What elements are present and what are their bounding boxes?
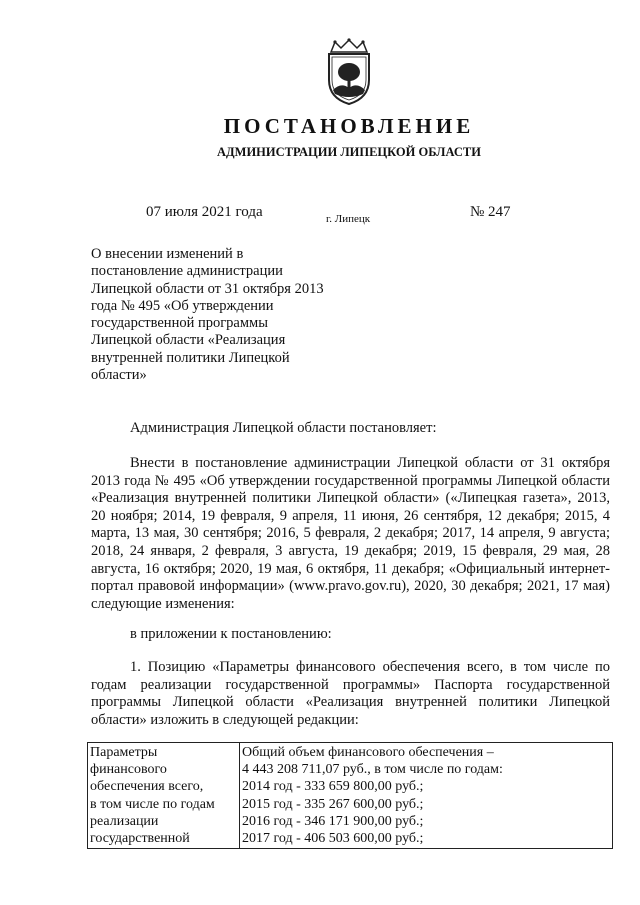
lipetsk-coat-of-arms-icon bbox=[323, 38, 375, 106]
document-city: г. Липецк bbox=[326, 213, 371, 225]
table-cell-label bbox=[88, 743, 240, 849]
document-number: № 247 bbox=[470, 204, 511, 220]
table-row bbox=[88, 743, 613, 849]
body-paragraph-1: Администрация Липецкой области постановляет: bbox=[130, 420, 437, 436]
financing-parameters-table bbox=[87, 742, 613, 849]
table-line: государственной bbox=[90, 831, 190, 847]
table-line: 2014 год - 333 659 800,00 руб.; bbox=[242, 779, 424, 795]
table-line: реализации bbox=[90, 813, 159, 829]
table-line: 2015 год - 335 267 600,00 руб.; bbox=[242, 796, 424, 812]
table-line: финансового bbox=[90, 762, 167, 778]
body-paragraph-2: Внести в постановление администрации Липецкой области от 31 октября 2013 года № 495 «Об утверждении государственной программы Липецкой области «Реализация внутренней политики Липецкой области» («Липецкая газета», 2013, 20 ноября; 2014, 19 февраля, 9 апреля, 11 июня, 26 сентября, 12 декабря; 2015, 4 марта, 13 мая, 30 сентября; 2016, 5 февраля, 2 декабря; 2017, 14 апреля, 9 августа; 2018, 24 января, 2 февраля, 3 августа, 19 декабря; 2019, 15 февраля, 29 мая, 28 августа, 16 октября; 2020, 19 мая, 6 октября, 11 декабря; «Официальный интернет-портал правовой информации» (www.pravo.gov.ru), 2020, 30 декабря; 2021, 17 мая) следующие изменения: bbox=[91, 455, 610, 612]
body-paragraph-3: в приложении к постановлению: bbox=[130, 626, 332, 642]
table-line: 4 443 208 711,07 руб., в том числе по годам: bbox=[242, 762, 503, 778]
document-date: 07 июля 2021 года bbox=[146, 204, 263, 220]
table-line: Общий объем финансового обеспечения – bbox=[242, 745, 494, 760]
table-line: обеспечения всего, bbox=[90, 779, 204, 795]
document-subtitle: АДМИНИСТРАЦИИ ЛИПЕЦКОЙ ОБЛАСТИ bbox=[217, 145, 481, 159]
table-line: 2016 год - 346 171 900,00 руб.; bbox=[242, 813, 424, 829]
table-cell-value bbox=[240, 743, 613, 849]
body-paragraph-4: 1. Позицию «Параметры финансового обеспечения всего, в том числе по годам реализации государственной программы» Паспорта государственной программы Липецкой области «Реализация внутренней политики Липецкой области» изложить в следующей редакции: bbox=[91, 659, 610, 728]
table-line: 2017 год - 406 503 600,00 руб.; bbox=[242, 831, 424, 847]
document-subject: О внесении изменений в постановление администрации Липецкой области от 31 октября 2013 года № 495 «Об утверждении государственной программы Липецкой области «Реализация внутренней политики Липецкой области» bbox=[91, 246, 324, 384]
table-line: в том числе по годам bbox=[90, 796, 215, 812]
table-line: Параметры bbox=[90, 745, 158, 760]
document-title: ПОСТАНОВЛЕНИЕ bbox=[223, 114, 475, 138]
